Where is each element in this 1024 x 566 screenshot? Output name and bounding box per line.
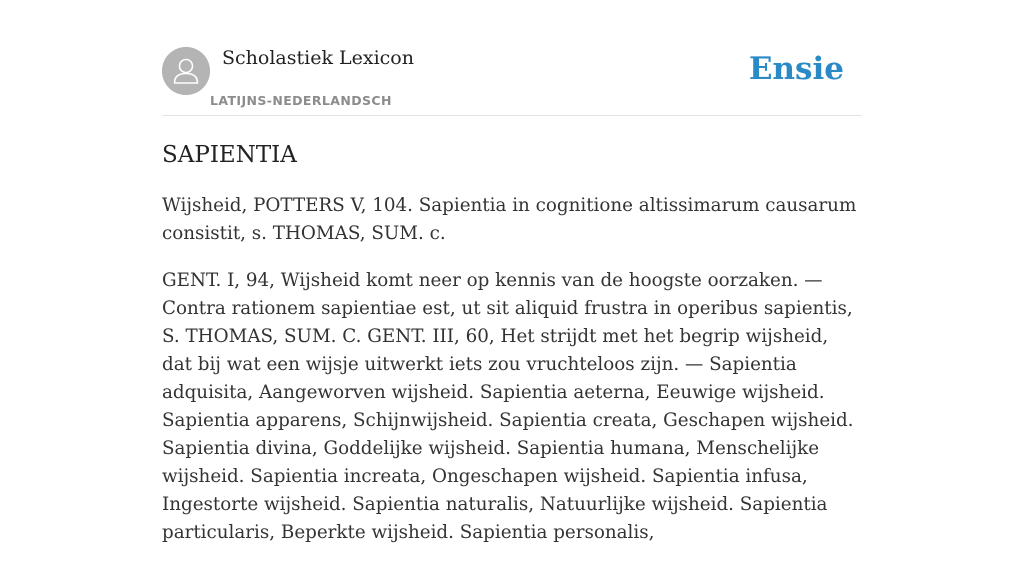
source-subtitle: LATIJNS-NEDERLANDSCH <box>210 93 392 108</box>
entry-title: SAPIENTIA <box>162 142 297 168</box>
source-title[interactable]: Scholastiek Lexicon <box>222 47 414 69</box>
entry-paragraph: Wijsheid, POTTERS V, 104. Sapientia in cognitione altissimarum causarum consistit, s. THOMAS, SUM. c. <box>162 195 857 244</box>
entry-paragraph: GENT. I, 94, Wijsheid komt neer op kennis van de hoogste oorzaken. — Contra rationem sapientiae est, ut sit aliquid frustra in operibus sapientis, S. THOMAS, SUM. C. GENT. III, 60, Het strijdt met het begrip wijsheid, dat bij wat een wijsje uitwerkt iets zou vruchteloos zijn. — Sapientia adquisita, Aangeworven wijsheid. Sapientia aeterna, Eeuwige wijsheid. Sapientia apparens, Schijnwijsheid. Sapientia creata, Geschapen wijsheid. Sapientia divina, Goddelijke wijsheid. Sapientia humana, Menschelijke wijsheid. Sapientia increata, Ongeschapen wijsheid. Sapientia infusa, Ingestorte wijsheid. Sapientia naturalis, Natuurlijke wijsheid. Sapientia particularis, Beperkte wijsheid. Sapientia personalis, <box>162 270 854 543</box>
entry-body <box>162 192 862 566</box>
user-silhouette-icon <box>162 47 210 95</box>
ensie-logo[interactable]: Ensie <box>748 51 844 87</box>
header <box>162 0 862 116</box>
